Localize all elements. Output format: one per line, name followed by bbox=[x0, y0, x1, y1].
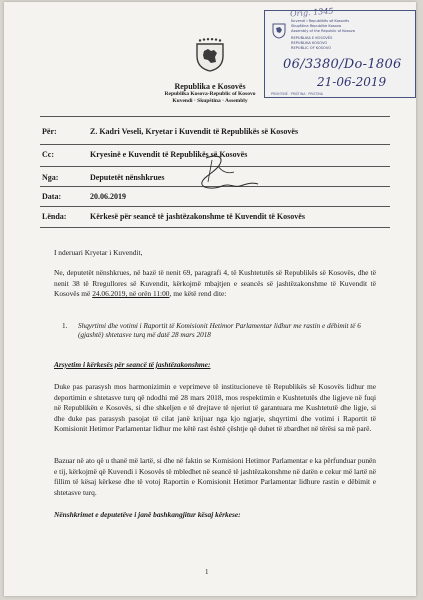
agenda-item-text: Shqyrtimi dhe votimi i Raportit të Komisionit Hetimor Parlamentar lidhur me rastin e dëbimit të 6 (gjashtë) shtetasve turq më datë 28 mars 2018 bbox=[78, 322, 361, 340]
org-assembly: Kuvendi · Skupština · Assembly bbox=[172, 97, 248, 104]
field-label-subject: Lënda: bbox=[42, 212, 67, 221]
field-value-subject: Kërkesë për seancë të jashtëzakonshme të Kuvendit të Kosovës bbox=[90, 212, 305, 221]
org-subtitle: Republika Kosova-Republic of Kosovo bbox=[164, 91, 256, 98]
stamp-line: REPUBLIKA E KOSOVËS bbox=[291, 36, 333, 40]
handwritten-signature bbox=[172, 152, 262, 198]
meeting-datetime: 24.06.2019, në orën 11:00 bbox=[92, 289, 170, 299]
stamp-footer: PRISHTINË · PRIŠTINA · PRISTINA bbox=[271, 92, 323, 96]
kosovo-emblem-icon bbox=[194, 38, 226, 72]
org-name: Republika e Kosovës bbox=[174, 82, 246, 91]
request-paragraph: Bazuar në ato që u thanë më lartë, si dhe në faktin se Komisioni Hetimor Parlamentar e ka përfunduar punën e tij, kërkojmë që Kuvendi i Kosovës të mbledhet në seancë të jashtëzakonshme në datën e cekur më lartë në fillim të kësaj kërkese dhe të votoj Raportin e Komisionit Hetimor Parlamentar lidhure rastin e dëbimit e shtetasve turq. bbox=[54, 456, 376, 497]
stamp-line: Assembly of the Republic of Kosovo bbox=[291, 29, 355, 33]
field-label-cc: Cc: bbox=[42, 150, 54, 159]
stamp-reference-number: 06/3380/Do-1806 bbox=[283, 57, 402, 72]
document-page bbox=[4, 2, 416, 596]
page-number: 1 bbox=[205, 568, 209, 576]
field-value-from: Deputetët nënshkrues bbox=[90, 173, 165, 182]
field-value-cc: Kryesinë e Kuvendit të Republikës së Kosovës bbox=[90, 150, 248, 159]
agenda-item bbox=[62, 322, 370, 341]
stamp-emblem-icon bbox=[271, 21, 287, 39]
stamp-line: Kuvendi i Republikës së Kosovës bbox=[291, 19, 350, 23]
handwritten-note: Orig. 1345 bbox=[289, 6, 334, 19]
intro-paragraph: Ne, deputetët nënshkrues, në bazë të nenit 69, paragrafi 4, të Kushtetutës së Republikës së Kosovës, dhe të nenit 38 të Rregullores së Kuvendit, kërkojmë mbajtjen e seancës së jashtëzakonshme të Kuvendit të Kosovës më 24.06.2019, në orën 11:00, me këtë rend dite: bbox=[54, 268, 376, 299]
field-label-from: Nga: bbox=[42, 173, 59, 182]
reception-stamp bbox=[264, 10, 416, 98]
signatures-heading: Nënshkrimet e deputetëve i janë bashkangjitur kësaj kërkese: bbox=[54, 510, 241, 519]
agenda-item-number: 1. bbox=[62, 322, 68, 330]
field-value-to: Z. Kadri Veseli, Kryetar i Kuvendit të Republikës së Kosovës bbox=[90, 127, 299, 136]
field-label-to: Për: bbox=[42, 127, 57, 136]
salutation: I nderuari Kryetar i Kuvendit, bbox=[54, 248, 143, 257]
stamp-line: Skupština Republike Kosova bbox=[291, 24, 342, 28]
stamp-line: REPUBLIC OF KOSOVO bbox=[291, 46, 332, 50]
stamp-line: REPUBLIKA KOSOVO bbox=[291, 41, 328, 45]
reasons-heading: Arsyetim i kërkesës për seancë të jashtëzakonshme: bbox=[54, 360, 211, 369]
field-value-date: 20.06.2019 bbox=[90, 192, 126, 201]
stamp-date: 21-06-2019 bbox=[317, 75, 387, 89]
field-label-date: Data: bbox=[42, 192, 62, 201]
reasons-paragraph: Duke pas parasysh mos harmonizimin e veprimeve të institucioneve të Republikës së Kosovës lidhur me deportimin e shtetasve turq që ndodhi më 28 mars 2018, mos respektimin e Kushtetutës dhe ligjeve në fuqi në Republikën e Kosovës, si dhe shkeljen e të drejtave të njeriut të garantuara me Kushtetutë dhe ligje, si dhe duke pas parasysh pasojat të cilat janë krijuar nga kjo ngjarje, shqyrtimi dhe votimi i Raportit të Komisionit Hetimor Parlamentar lidhur me këtë rast është çështje që duhet të zbardhet në tërësi sa më parë. bbox=[54, 382, 376, 434]
